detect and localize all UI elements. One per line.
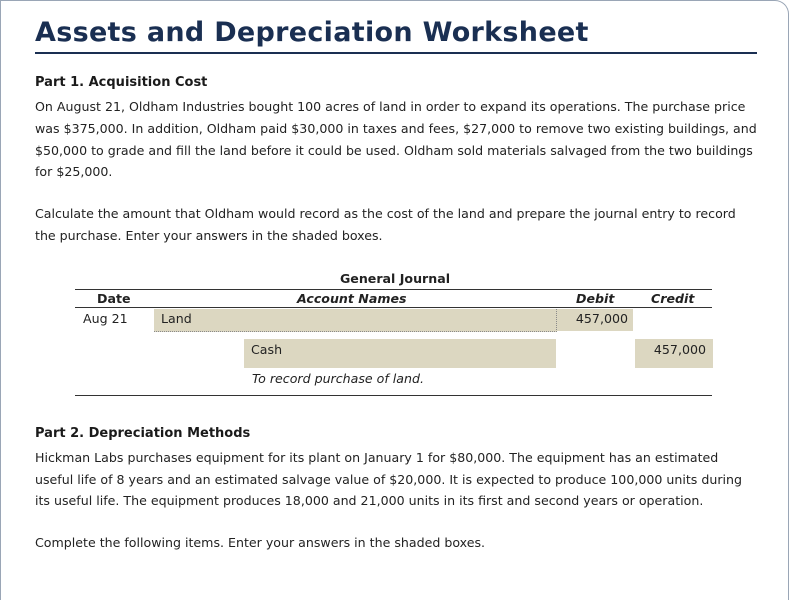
part1-paragraph-2: Calculate the amount that Oldham would record as the cost of the land and prepare the journal entry to record the purchase. Enter your answers in the shaded boxes.	[35, 206, 736, 243]
row2-account-value: Cash	[251, 341, 283, 357]
page-title: Assets and Depreciation Worksheet	[35, 16, 757, 54]
header-credit: Credit	[651, 290, 695, 306]
part1-heading: Part 1. Acquisition Cost	[35, 75, 208, 90]
header-date: Date	[97, 290, 131, 306]
general-journal	[35, 271, 757, 401]
journal-title: General Journal	[339, 270, 451, 286]
row2-credit-value: 457,000	[653, 341, 706, 357]
part2-paragraph-2: Complete the following items. Enter your answers in the shaded boxes.	[35, 535, 486, 551]
journal-memo: To record purchase of land.	[252, 370, 425, 386]
journal-bottom-rule	[75, 395, 712, 396]
row1-account-input[interactable]	[154, 309, 557, 332]
row1-date: Aug 21	[83, 310, 128, 326]
row2-account-input[interactable]	[244, 339, 556, 368]
part2-heading: Part 2. Depreciation Methods	[35, 425, 251, 441]
header-debit: Debit	[576, 290, 615, 306]
journal-header-rule	[75, 307, 712, 308]
row2-credit-input[interactable]	[635, 339, 713, 368]
row1-account-value: Land	[161, 310, 192, 326]
row1-debit-value: 457,000	[575, 310, 628, 326]
part2-paragraph-1: Hickman Labs purchases equipment for its plant on January 1 for $80,000. The equipment has an estimated useful life of 8 years and an estimated salvage value of $20,000. It is expected to produce 100,000 units during its useful life. The equipment produces 18,000 and 21,000 units in its first and second years or operation.	[35, 449, 742, 509]
part1-paragraph-1: On August 21, Oldham Industries bought 100 acres of land in order to expand its operations. The purchase price was $375,000. In addition, Oldham paid $30,000 in taxes and fees, $27,000 to remove two existing buildings, and $50,000 to grade and fill the land before it could be used. Oldham sold materials salvaged from the two buildings for $25,000.	[35, 99, 757, 180]
journal-top-rule	[75, 289, 712, 290]
row1-debit-input[interactable]	[557, 309, 633, 331]
header-account-names: Account Names	[297, 290, 407, 306]
worksheet-page	[35, 16, 757, 554]
